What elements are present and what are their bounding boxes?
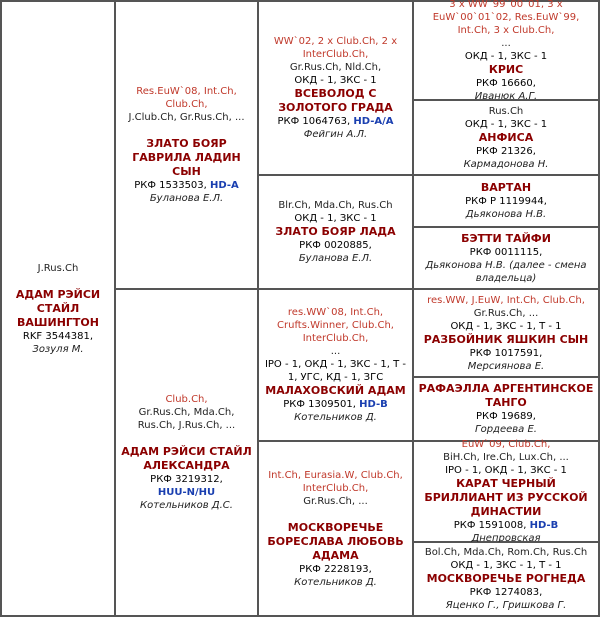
sds-cell [413, 175, 599, 227]
dss-reg: РКФ 1017591, [469, 347, 543, 359]
subject-titles: J.Rus.Ch [37, 262, 79, 274]
dd-titles-2: Gr.Rus.Ch, ... [303, 495, 368, 507]
dd-name[interactable]: МОСКВОРЕЧЬЕ БОРЕСЛАВА ЛЮБОВЬ АДАМА [267, 520, 404, 562]
sdd-name[interactable]: БЭТТИ ТАЙФИ [461, 231, 551, 245]
ddd-exam: ОКД - 1, ЗКС - 1, Т - 1 [450, 560, 562, 571]
ds-hd: HD-B [359, 399, 388, 410]
sire-owner: Буланова Е.Л. [149, 193, 224, 204]
ss-owner: Фейгин А.Л. [303, 129, 368, 140]
sss-name[interactable]: КРИС [488, 63, 524, 76]
dam-hd: HUU-N/HU [157, 487, 216, 498]
sire-titles: Res.EuW`08, Int.Ch, Club.Ch, [136, 86, 237, 110]
dds-cell [413, 441, 599, 542]
dds-owner: Днепровская [471, 533, 541, 544]
dss-cell [413, 289, 599, 377]
ss-name[interactable]: ВСЕВОЛОД С ЗОЛОТОГО ГРАДА [278, 87, 393, 114]
ssd-exam: ОКД - 1, ЗКС - 1 [464, 118, 548, 130]
sss-exam: ОКД - 1, ЗКС - 1 [464, 51, 548, 62]
dds-reg: РКФ 1591008, [453, 520, 527, 531]
dss-titles-2: Gr.Rus.Ch, ... [473, 307, 539, 319]
dss-titles: res.WW, J.EuW, Int.Ch, Club.Ch, [427, 294, 585, 306]
dam-cell [115, 289, 258, 616]
dsd-cell [413, 377, 599, 441]
ssd-owner: Кармадонова Н. [463, 158, 549, 170]
sdd-owner: Дьяконова Н.В. (далее - смена владельца) [425, 259, 587, 284]
dam-sire-cell [258, 289, 413, 441]
ss-titles-2: Gr.Rus.Ch, Nld.Ch, [289, 62, 382, 73]
dam-owner: Котельников Д.С. [140, 500, 233, 511]
dam-titles: Club.Ch, [165, 394, 208, 405]
sire-cell [115, 1, 258, 289]
sire-reg: РКФ 1533503, [134, 180, 207, 191]
dss-owner: Мерсиянова Е. [467, 360, 545, 372]
ss-exam: ОКД - 1, ЗКС - 1 [294, 75, 377, 86]
dds-hd: HD-B [529, 520, 559, 531]
subject-reg: RKF 3544381, [22, 330, 94, 342]
sd-titles: Blr.Ch, Mda.Ch, Rus.Ch [278, 200, 393, 211]
sire-dam-cell [258, 175, 413, 289]
sire-hd: HD-A [210, 180, 239, 191]
dd-reg: РКФ 2228193, [299, 563, 372, 575]
dsd-reg: РКФ 19689, [476, 411, 536, 422]
sss-reg: РКФ 16660, [476, 78, 536, 89]
subject-name[interactable]: АДАМ РЭЙСИ СТАЙЛ ВАШИНГТОН [15, 287, 101, 329]
sire-sire-cell [258, 1, 413, 175]
dds-name[interactable]: КАРАТ ЧЕРНЫЙ БРИЛЛИАНТ ИЗ РУССКОЙ ДИНАСТИИ [424, 477, 588, 518]
dsd-owner: Гордеева Е. [475, 424, 537, 435]
sdd-reg: РКФ 0011115, [469, 246, 543, 258]
sss-titles: 3 x WW`99`00`01, 3 x EuW`00`01`02, Res.EuW`99, Int.Ch, 3 x Club.Ch, [432, 0, 580, 36]
ds-exam: IPO - 1, ОКД - 1, ЗКС - 1, Т - 1, УГС, КД - 1, ЗГС [264, 359, 407, 383]
ss-hd: HD-A/A [353, 116, 394, 127]
dds-titles-2: BiH.Ch, Ire.Ch, Lux.Ch, ... [443, 452, 569, 463]
dam-name[interactable]: АДАМ РЭЙСИ СТАЙЛ АЛЕКСАНДРА [121, 445, 252, 472]
ssd-titles: Rus.Ch [488, 105, 524, 117]
ss-reg: РКФ 1064763, [277, 116, 351, 127]
sss-cell [413, 1, 599, 100]
sss-titles-2: ... [501, 38, 511, 49]
ds-reg: РКФ 1309501, [283, 399, 356, 410]
ddd-name[interactable]: МОСКВОРЕЧЬЕ РОГНЕДА [426, 572, 586, 585]
sds-reg: РКФ Р 1119944, [465, 196, 547, 207]
dss-name[interactable]: РАЗБОЙНИК ЯШКИН СЫН [423, 332, 589, 346]
sd-reg: РКФ 0020885, [299, 240, 372, 251]
dsd-name[interactable]: РАФАЭЛЛА АРГЕНТИНСКОЕ ТАНГО [418, 382, 594, 409]
sd-owner: Буланова Е.Л. [298, 253, 373, 264]
sds-name[interactable]: ВАРТАН [480, 181, 532, 194]
dds-titles: EuW`09, Club.Ch, [461, 439, 551, 450]
ssd-cell [413, 100, 599, 175]
sd-name[interactable]: ЗЛАТО БОЯР ЛАДА [275, 225, 396, 238]
ddd-titles: Bol.Ch, Mda.Ch, Rom.Ch, Rus.Ch [424, 547, 588, 558]
ssd-reg: РКФ 21326, [476, 145, 536, 157]
dd-owner: Котельников Д. [294, 576, 377, 588]
sdd-cell [413, 227, 599, 289]
sire-name[interactable]: ЗЛАТО БОЯР ГАВРИЛА ЛАДИН СЫН [132, 137, 241, 178]
ssd-name[interactable]: АНФИСА [478, 130, 534, 144]
sire-titles-2: J.Club.Ch, Gr.Rus.Ch, ... [128, 112, 245, 123]
dam-titles-2: Gr.Rus.Ch, Mda.Ch, Rus.Ch, J.Rus.Ch, ... [137, 407, 236, 431]
ds-titles-2: ... [330, 346, 341, 357]
ddd-owner: Яценко Г., Гришкова Г. [445, 600, 567, 611]
dam-reg: РКФ 3219312, [150, 474, 223, 485]
pedigree-subject [1, 1, 115, 616]
sd-exam: ОКД - 1, ЗКС - 1 [294, 213, 377, 224]
dss-exam: ОКД - 1, ЗКС - 1, Т - 1 [450, 320, 562, 332]
ds-owner: Котельников Д. [294, 412, 377, 423]
ddd-cell [413, 542, 599, 616]
ds-titles: res.WW`08, Int.Ch, Crufts.Winner, Club.Ch, InterClub.Ch, [277, 307, 394, 344]
ds-name[interactable]: МАЛАХОВСКИЙ АДАМ [265, 384, 406, 397]
dds-exam: IPO - 1, ОКД - 1, ЗКС - 1 [445, 465, 567, 476]
subject-owner: Зозуля М. [32, 343, 84, 355]
ss-titles: WW`02, 2 x Club.Ch, 2 x InterClub.Ch, [273, 36, 398, 60]
sds-owner: Дьяконова Н.В. [465, 209, 547, 220]
sss-owner: Иванюк А.Г. [474, 91, 538, 102]
dd-titles: Int.Ch, Eurasia.W, Club.Ch, InterClub.Ch, [268, 469, 403, 494]
dam-dam-cell [258, 441, 413, 616]
ddd-reg: РКФ 1274083, [469, 587, 543, 598]
